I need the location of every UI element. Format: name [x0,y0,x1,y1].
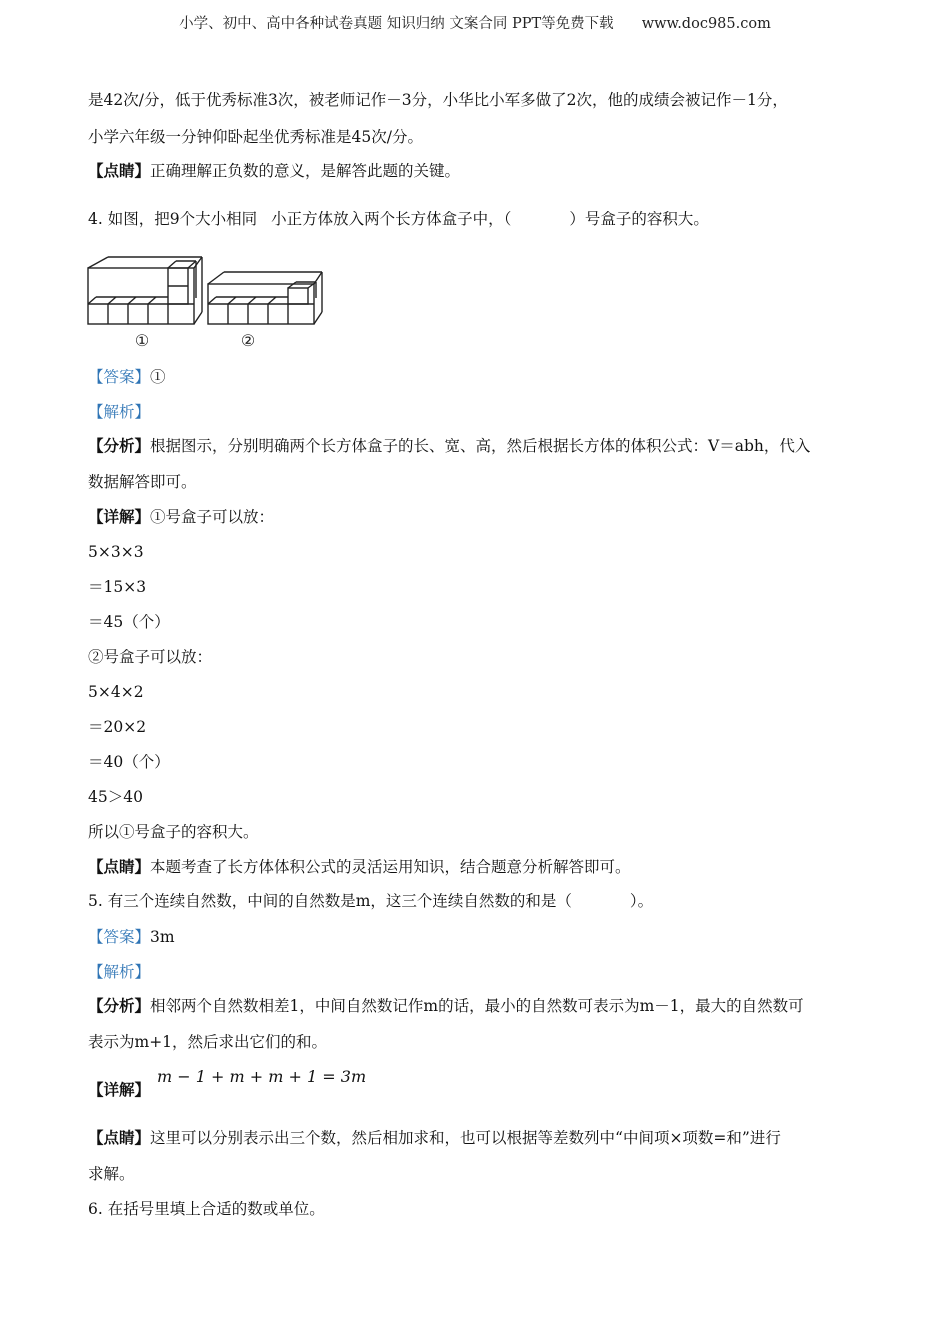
calc-line: ②号盒子可以放： [88,648,213,666]
q4-stem [88,208,709,230]
fenxi-text: 相邻两个自然数相差1，中间自然数记作m的话，最小的自然数可表示为m－1，最大的自然数可 [150,997,804,1015]
calc-line: 45＞40 [88,788,143,806]
page-header [0,12,950,33]
dianjing-text: 本题考查了长方体体积公式的灵活运用知识，结合题意分析解答即可。 [150,858,631,876]
calc-line: 5×3×3 [88,543,144,561]
q4-stem-a: 4. 如图，把9个大小相同 [88,210,258,228]
calc-line: ＝20×2 [88,718,147,736]
q4-fenxi-1 [88,435,810,457]
dianjing-text: 这里可以分别表示出三个数，然后相加求和，也可以根据等差数列中“中间项×项数=和”进行 [150,1129,781,1147]
q3-line2: 小学六年级一分钟仰卧起坐优秀标准是45次/分。 [88,128,423,146]
fenxi-tag: 【分析】 [88,996,151,1015]
fenxi-tag: 【分析】 [88,436,151,455]
q5-fenxi-2: 表示为m+1，然后求出它们的和。 [88,1033,328,1051]
dianjing-tag: 【点睛】 [88,161,151,180]
q5-jiexi: 【解析】 [88,963,151,981]
q5-fenxi-1 [88,995,804,1017]
q5-stem-a: 5. 有三个连续自然数，中间的自然数是m，这三个连续自然数的和是（ [88,892,572,910]
q5-stem [88,890,653,912]
box1-label: ① [134,331,150,350]
answer-tag: 【答案】 [88,368,151,386]
calc-line: ＝45（个） [88,613,170,631]
q5-formula: m − 1 + m + m + 1 = 3m [157,1067,367,1086]
q4-jiexi: 【解析】 [88,403,151,421]
q4-answer [88,366,166,388]
q3-line1: 是42次/分，低于优秀标准3次，被老师记作－3分，小华比小军多做了2次，他的成绩会被记作－1分， [88,91,788,109]
answer-tag: 【答案】 [88,928,151,946]
dianjing-tag: 【点睛】 [88,857,151,876]
xiangjie-tag: 【详解】 [88,1080,151,1099]
box2-label: ② [240,331,256,350]
q5-xiangjie [88,1079,150,1101]
calc-line: ＝40（个） [88,753,170,771]
answer-value: ① [150,368,166,386]
q4-dianjing [88,856,631,878]
q5-answer [88,926,175,948]
calc-line: ＝15×3 [88,578,147,596]
q5-stem-b: ）。 [629,892,654,910]
boxes-figure [84,254,329,354]
dianjing-text: 正确理解正负数的意义，是解答此题的关键。 [150,162,461,180]
q3-dianjing [88,160,460,182]
q4-stem-b: 小正方体放入两个长方体盒子中，（ [271,210,512,228]
box1-front [88,268,194,324]
q6-stem: 6. 在括号里填上合适的数或单位。 [88,1200,325,1218]
xiangjie-tag: 【详解】 [88,507,151,526]
fenxi-text: 根据图示，分别明确两个长方体盒子的长、宽、高，然后根据长方体的体积公式：V＝abh，代入 [150,437,811,455]
q5-dianjing-1 [88,1127,781,1149]
calc-line: 所以①号盒子的容积大。 [88,823,259,841]
dianjing-tag: 【点睛】 [88,1128,151,1147]
header-text: 小学、初中、高中各种试卷真题 知识归纳 文案合同 PPT等免费下载 [179,16,614,32]
xiangjie-text: ①号盒子可以放： [150,508,275,526]
q4-stem-c: ）号盒子的容积大。 [569,210,709,228]
q4-xiangjie [88,506,274,528]
calc-line: 5×4×2 [88,683,144,701]
answer-value: 3m [150,928,175,946]
q5-dianjing-2: 求解。 [88,1165,135,1183]
q4-fenxi-2: 数据解答即可。 [88,473,197,491]
header-site[interactable]: www.doc985.com [641,16,771,32]
